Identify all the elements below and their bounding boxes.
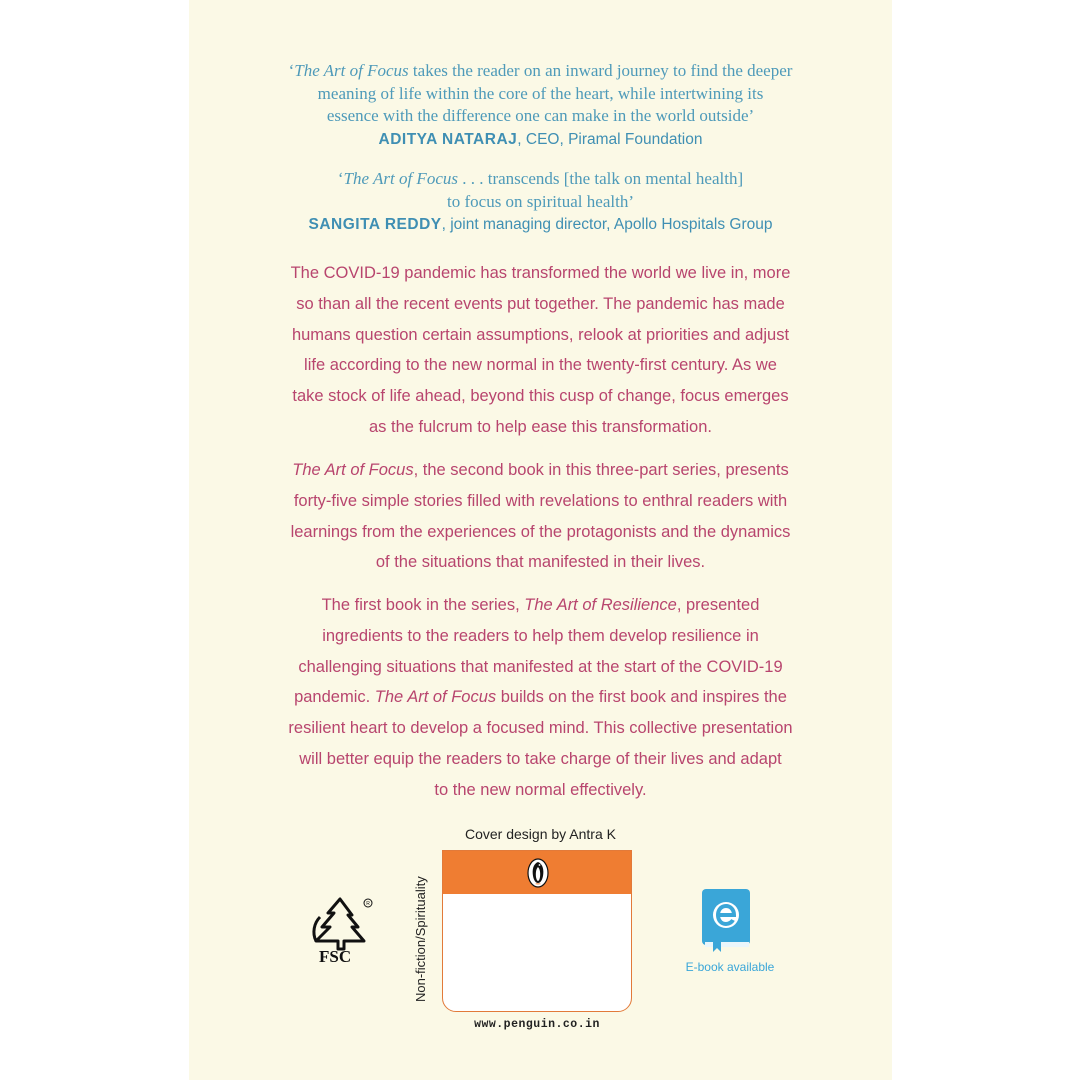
quote-aditya [189, 60, 892, 151]
blurb-line: The Art of Focus, the second book in this three-part series, presents [292, 461, 789, 479]
quote-line: essence with the difference one can make in the world outside’ [326, 106, 755, 125]
blurb-paragraph-1 [189, 258, 892, 443]
book-title: The Art of Focus [294, 61, 409, 80]
blurb-line: pandemic. The Art of Focus builds on the first book and inspires the [294, 688, 787, 707]
fsc-label: FSC [319, 947, 352, 966]
back-cover [189, 0, 892, 1080]
quote-line: to focus on spiritual health’ [447, 191, 634, 211]
ebook-icon [701, 888, 753, 954]
blurb-line: humans question certain assumptions, relook at priorities and adjust [291, 325, 790, 344]
publisher-url: www.penguin.co.in [474, 1018, 600, 1031]
blurb-line: will better equip the readers to take charge of their lives and adapt [299, 749, 782, 768]
blurb-line: take stock of life ahead, beyond this cusp of change, focus emerges [292, 387, 789, 406]
svg-text:R: R [366, 901, 370, 907]
blurb-line: life according to the new normal in the twenty-first century. As we [304, 356, 777, 375]
genre-label: Non-fiction/Spirituality [413, 876, 428, 1002]
blurb-line: learnings from the experiences of the protagonists and the dynamics [290, 522, 791, 541]
barcode-area [442, 850, 632, 1012]
blurb-line: The COVID-19 pandemic has transformed the world we live in, more [290, 264, 791, 282]
blurb-line: as the fulcrum to help ease this transformation. [368, 417, 712, 436]
blurb-paragraph-2 [189, 455, 892, 578]
quote-line: meaning of life within the core of the heart, while intertwining its [317, 83, 764, 103]
quote-attribution: SANGITA REDDY, joint managing director, Apollo Hospitals Group [308, 216, 773, 233]
blurb-line: of the situations that manifested in their lives. [375, 553, 706, 572]
quote-line: ‘The Art of Focus . . . transcends [the talk on mental health] [337, 169, 744, 188]
blurb-line: ingredients to the readers to help them develop resilience in [322, 626, 759, 645]
blurb-line: resilient heart to develop a focused mind. This collective presentation [288, 719, 793, 738]
quote-attribution: ADITYA NATARAJ, CEO, Piramal Foundation [378, 130, 703, 148]
blurb-line: The first book in the series, The Art of Resilience, presented [321, 596, 760, 614]
cover-design-credit: Cover design by Antra K [465, 826, 616, 842]
quote-sangita [189, 168, 892, 237]
penguin-logo-icon [527, 858, 549, 888]
ebook-label: E-book available [685, 960, 775, 974]
blurb-line: so than all the recent events put together. The pandemic has made [296, 294, 785, 313]
blurb-line: challenging situations that manifested at the start of the COVID-19 [298, 657, 783, 676]
quote-line: ‘The Art of Focus takes the reader on an inward journey to find the deeper [288, 61, 793, 80]
book-title: The Art of Focus [343, 169, 458, 188]
blurb-line: forty-five simple stories filled with revelations to enthral readers with [293, 491, 788, 510]
blurb-line: to the new normal effectively. [434, 780, 647, 799]
blurb-paragraph-3 [189, 590, 892, 806]
